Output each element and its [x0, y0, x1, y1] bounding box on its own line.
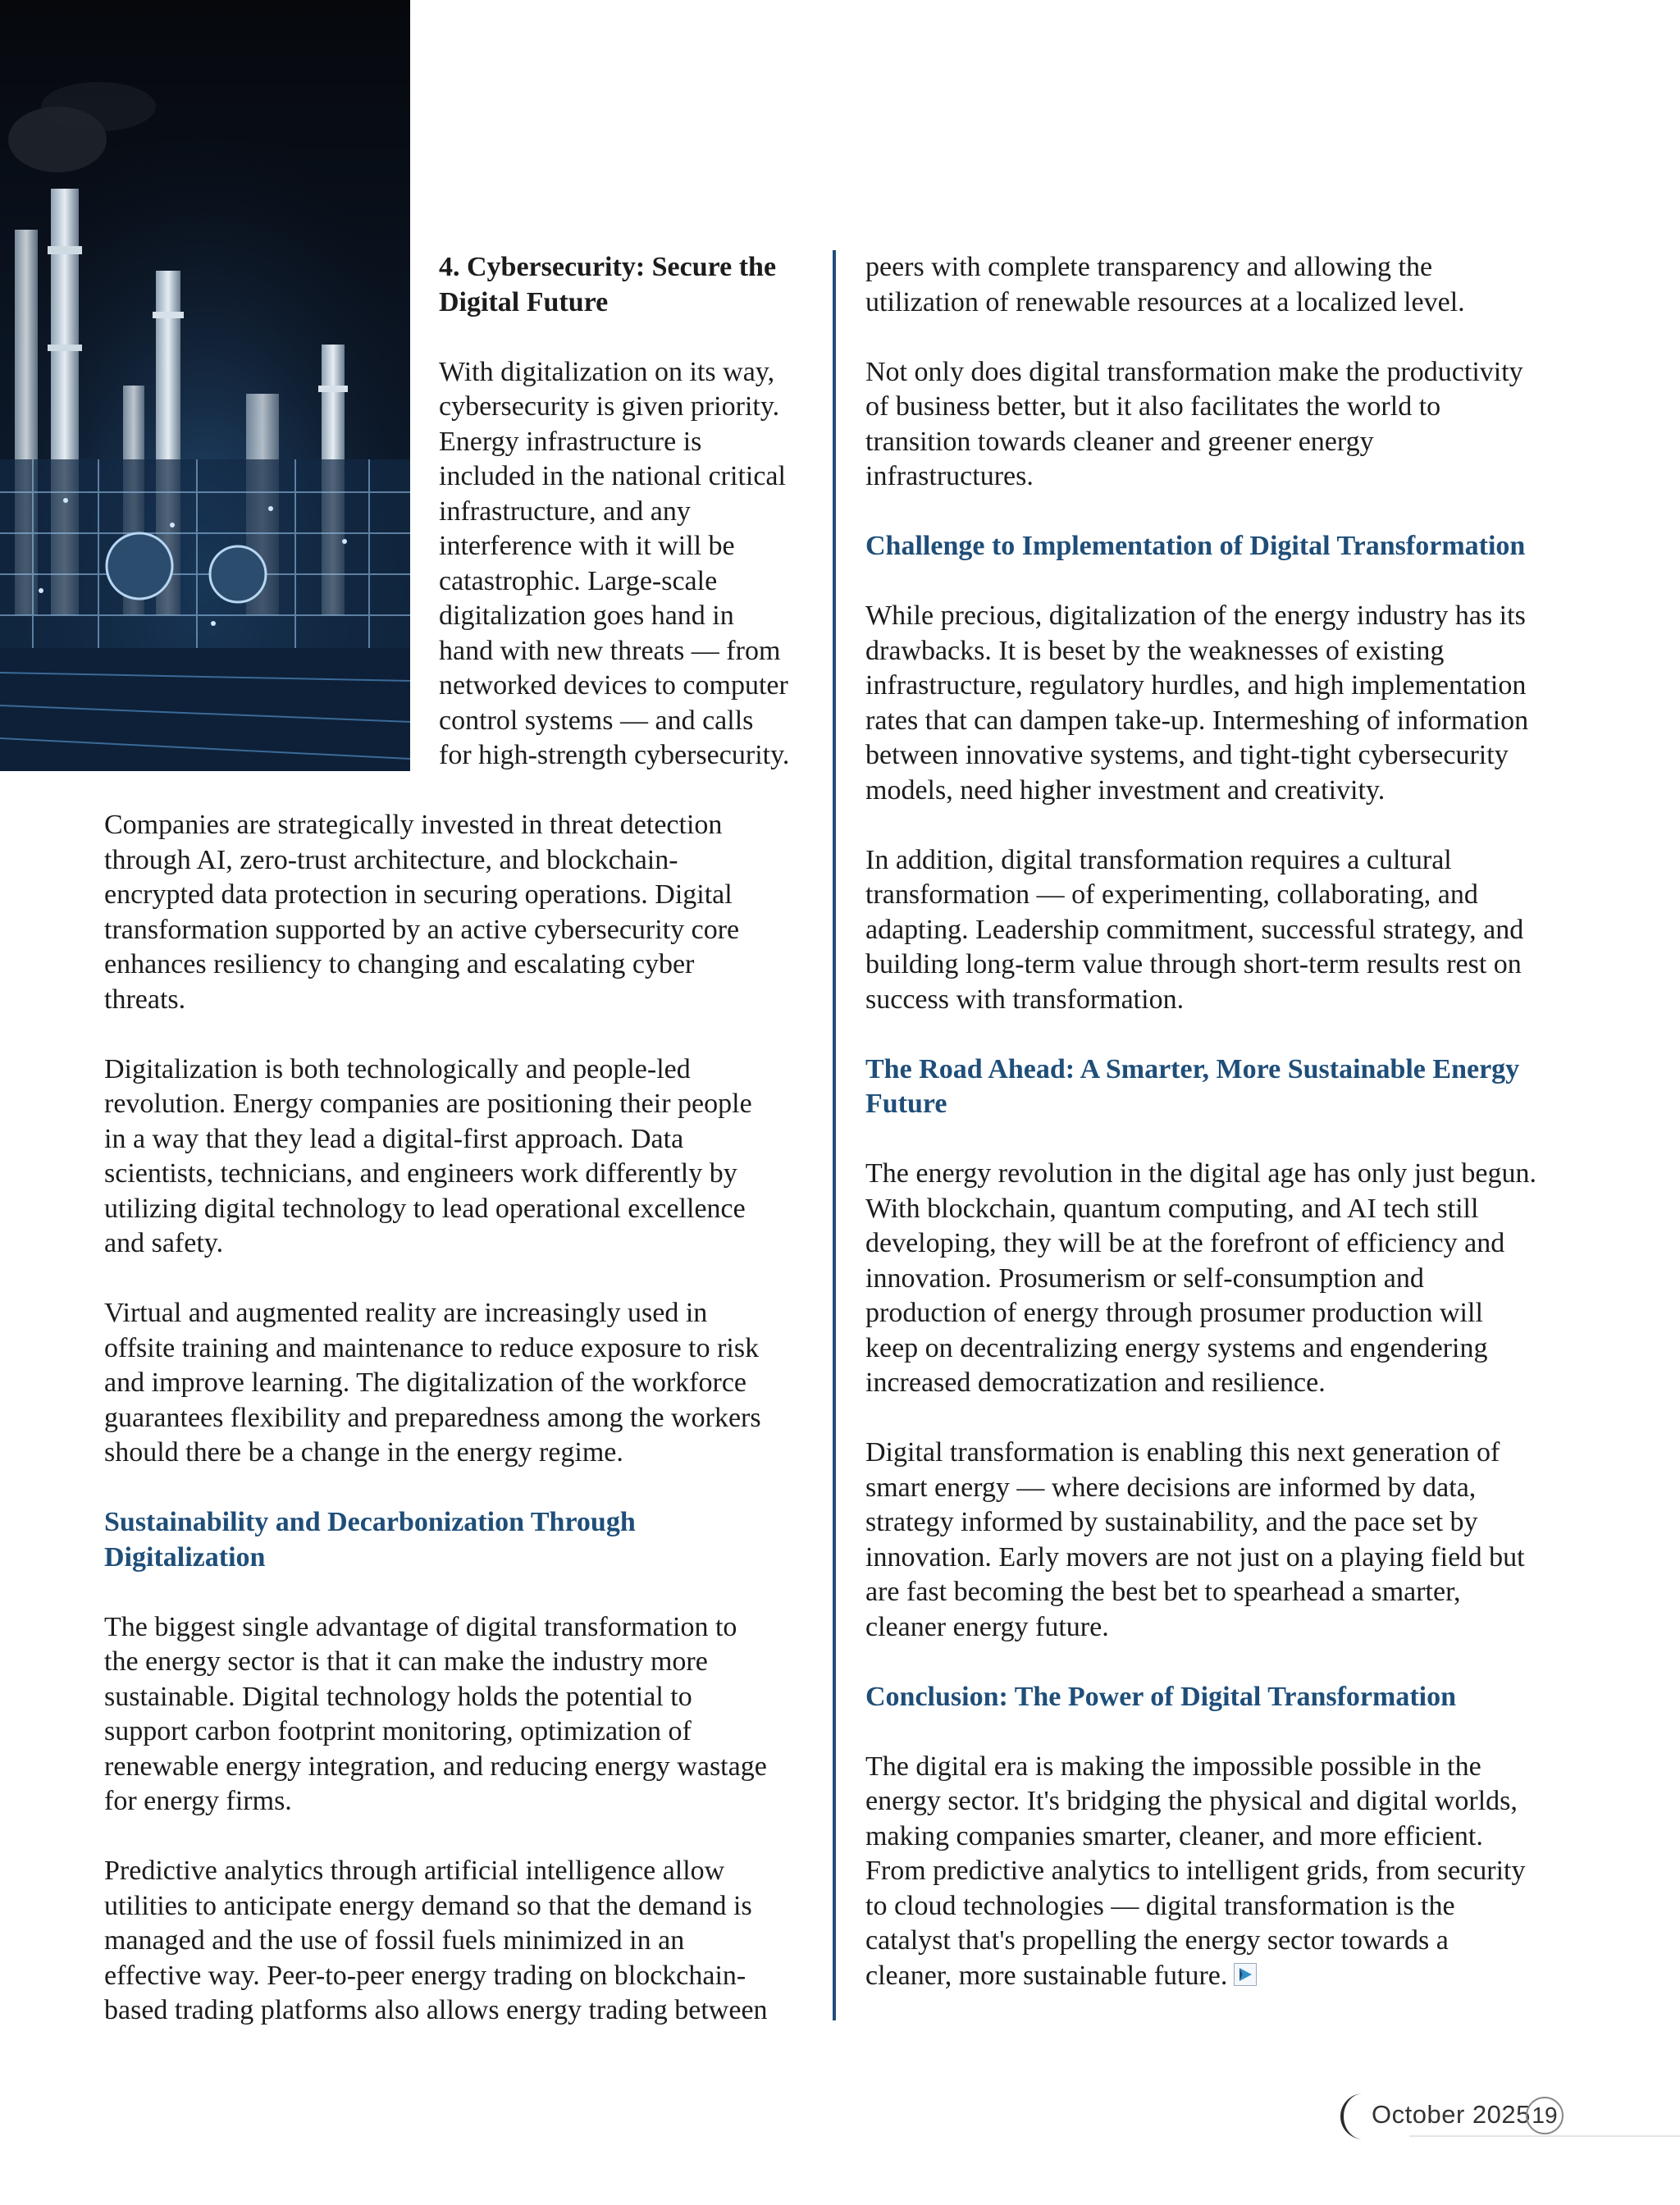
sustainability-heading: Sustainability and Decarbonization Through Digitalization	[104, 1507, 636, 1573]
right-paragraph-2: Not only does digital transformation make the productivity of business better, but it also facilitates the world to transition towards cleaner and greener energy infrastructures.	[865, 356, 1523, 491]
challenge-paragraph-1: While precious, digitalization of the energy industry has its drawbacks. It is beset by the weaknesses of existing infrastructure, regulatory hurdles, and high implementation rates that can dampen take-up. Intermeshing of information between innovative systems, and tight-tight cybersecurity models, need higher investment and creativity.	[865, 600, 1529, 806]
right-paragraph-1: peers with complete transparency and allowing the utilization of renewable resources at a localized level.	[865, 252, 1465, 317]
industrial-plant-image	[0, 0, 410, 771]
road-ahead-paragraph-2: Digital transformation is enabling this next generation of smart energy — where decisions are informed by data, strategy informed by sustainability, and the pace set by innovation. Early movers are not just on a playing field but are fast becoming the best bet to spearhead a smarter, cleaner energy future.	[865, 1437, 1525, 1642]
right-column	[865, 250, 1579, 2029]
end-of-article-icon	[1234, 1963, 1257, 1986]
conclusion-text: The digital era is making the impossible possible in the energy sector. It's bridging the physical and digital worlds, making companies smarter, cleaner, and more efficient. From predictive analytics to intelligent grids, from security to cloud technologies — digital transformation is the catalyst that's propelling the energy sector towards a cleaner, more sustainable future.	[865, 1751, 1526, 1991]
column-divider	[833, 250, 836, 2020]
issue-date: October 2025	[1372, 2100, 1531, 2129]
left-column	[104, 808, 826, 2063]
footer-rule	[1409, 2135, 1680, 2137]
left-paragraph-1: Companies are strategically invested in threat detection through AI, zero-trust architecture, and blockchain- encrypted data protection in securing operations. Digital transformation supported by an active cybersecurity core enhances resiliency to changing and escalating cyber threats.	[104, 810, 740, 1015]
sustainability-paragraph-1: The biggest single advantage of digital transformation to the energy sector is that it can make the industry more sustainable. Digital technology holds the potential to support carbon footprint monitoring, optimization of renewable energy integration, and reducing energy wastage for energy firms.	[104, 1611, 767, 1816]
left-paragraph-2: Digitalization is both technologically and people-led revolution. Energy companies are positioning their people in a way that they lead a digital-first approach. Data scientists, technicians, and engineers work differently by utilizing digital technology to lead operational excellence and safety.	[104, 1053, 752, 1258]
conclusion-heading: Conclusion: The Power of Digital Transformation	[865, 1681, 1456, 1712]
sustainability-paragraph-2: Predictive analytics through artificial intelligence allow utilities to anticipate energy demand so that the demand is managed and the use of fossil fuels minimized in an effective way. Peer-to-peer energy trading on blockchain- based trading platforms also allows energy trading between	[104, 1856, 768, 2025]
conclusion-paragraph	[865, 1750, 1579, 1994]
challenge-paragraph-2: In addition, digital transformation requires a cultural transformation — of experimenting, collaborating, and adapting. Leadership commitment, successful strategy, and building long-term value through short-term results rest on success with transformation.	[865, 844, 1524, 1015]
cybersecurity-intro-column	[439, 250, 824, 808]
road-ahead-paragraph-1: The energy revolution in the digital age has only just begun. With blockchain, quantum computing, and AI tech still developing, they will be at the forefront of efficiency and innovation. Prosumerism or self-consumption and production of energy through prosumer production will keep on decentralizing energy systems and engendering increased democratization and resilience.	[865, 1158, 1537, 1398]
road-ahead-heading: The Road Ahead: A Smarter, More Sustainable Energy Future	[865, 1053, 1520, 1119]
cybersecurity-intro-paragraph: With digitalization on its way, cybersecurity is given priority. Energy infrastructure is included in the national critical infrastructure, and any interference with it will be catastrophic. Large-scale digitalization goes hand in hand with new threats — from networked devices to computer control systems — and calls for high-strength cybersecurity.	[439, 356, 790, 770]
page-number: 19	[1526, 2097, 1564, 2134]
challenge-heading: Challenge to Implementation of Digital Transformation	[865, 531, 1526, 561]
left-paragraph-3: Virtual and augmented reality are increasingly used in offsite training and maintenance to reduce exposure to risk and improve learning. The digitalization of the workforce guarantees flexibility and preparedness among the workers should there be a change in the energy regime.	[104, 1298, 761, 1468]
cybersecurity-heading: 4. Cybersecurity: Secure the Digital Future	[439, 252, 777, 317]
crescent-logo-icon	[1335, 2090, 1372, 2147]
